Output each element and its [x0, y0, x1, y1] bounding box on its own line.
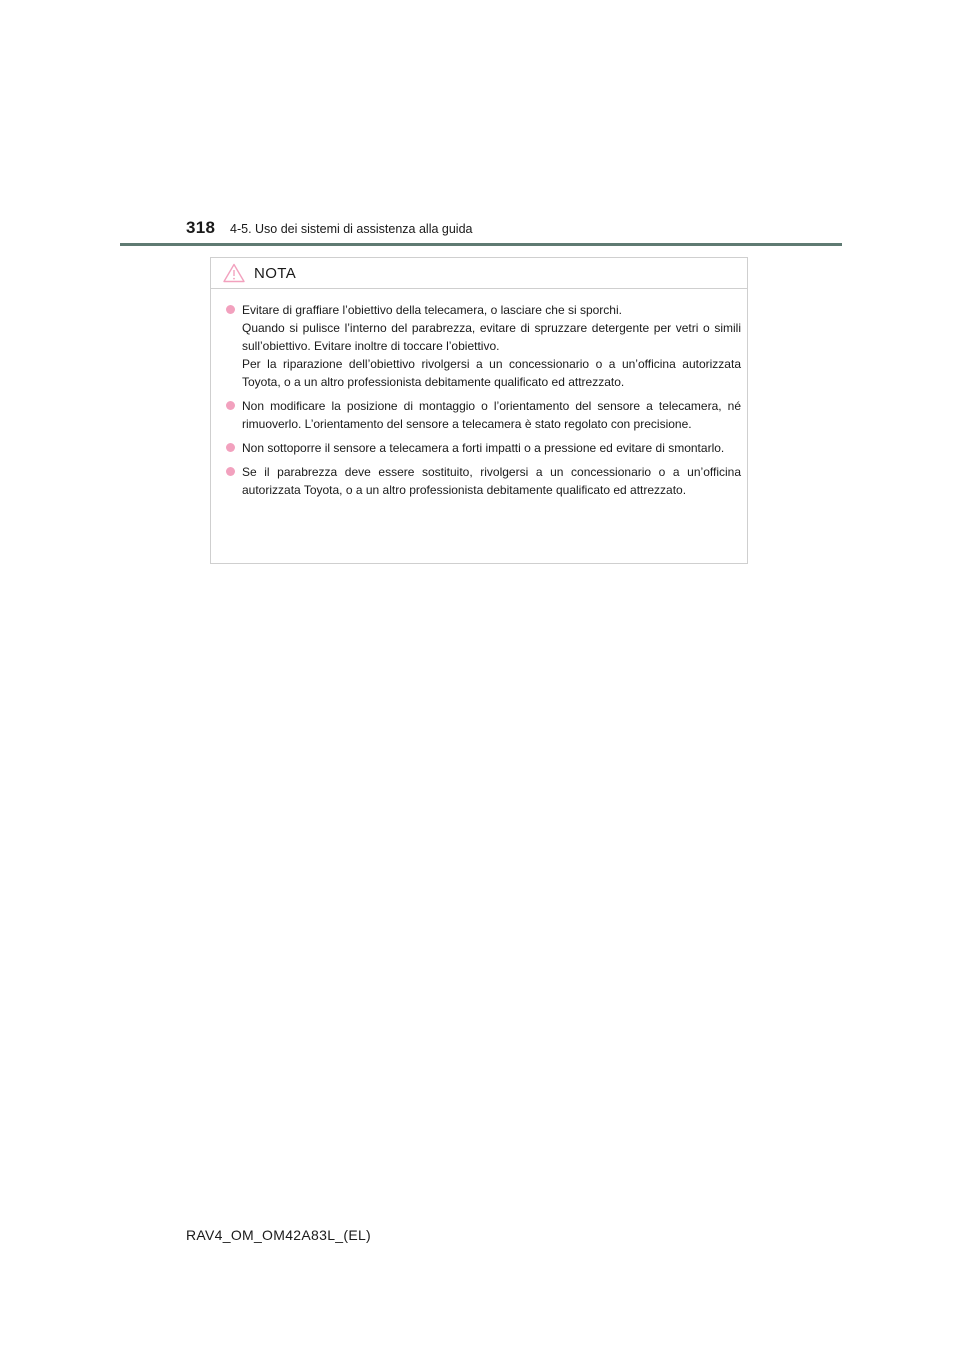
bullet-icon [226, 401, 235, 410]
bullet-icon [226, 305, 235, 314]
notice-item [225, 301, 741, 391]
notice-paragraph: Non sottoporre il sensore a telecamera a forti impatti o a pressione ed evitare di smontarlo. [242, 441, 725, 455]
header-rule [120, 243, 842, 246]
notice-paragraph: Quando si pulisce l’interno del parabrezza, evitare di spruzzare detergente per vetri o simili sull’obiettivo. Evitare inoltre di toccare l’obiettivo. [242, 321, 741, 353]
notice-item [225, 463, 741, 499]
notice-paragraph: Non modificare la posizione di montaggio o l’orientamento del sensore a telecamera, né rimuoverlo. L’orientamento del sensore a telecamera è stato regolato con precisione. [242, 399, 741, 431]
bullet-icon [226, 467, 235, 476]
notice-item [225, 397, 741, 433]
warning-triangle-icon [223, 263, 245, 283]
notice-header [211, 258, 747, 289]
notice-paragraph: Evitare di graffiare l’obiettivo della telecamera, o lasciare che si sporchi. [242, 303, 622, 317]
notice-paragraph: Per la riparazione dell’obiettivo rivolgersi a un concessionario o a un’officina autorizzata Toyota, o a un altro professionista debitamente qualificato ed attrezzato. [242, 357, 741, 389]
notice-paragraph: Se il parabrezza deve essere sostituito, rivolgersi a un concessionario o a un’officina autorizzata Toyota, o a un altro professionista debitamente qualificato ed attrezzato. [242, 465, 741, 497]
bullet-icon [226, 443, 235, 452]
notice-list [211, 289, 747, 499]
notice-box [210, 257, 748, 564]
notice-item [225, 439, 741, 457]
section-title: 4-5. Uso dei sistemi di assistenza alla guida [230, 222, 473, 236]
footer-document-code: RAV4_OM_OM42A83L_(EL) [186, 1227, 372, 1243]
page-number: 318 [186, 218, 216, 237]
notice-title: NOTA [254, 264, 297, 282]
